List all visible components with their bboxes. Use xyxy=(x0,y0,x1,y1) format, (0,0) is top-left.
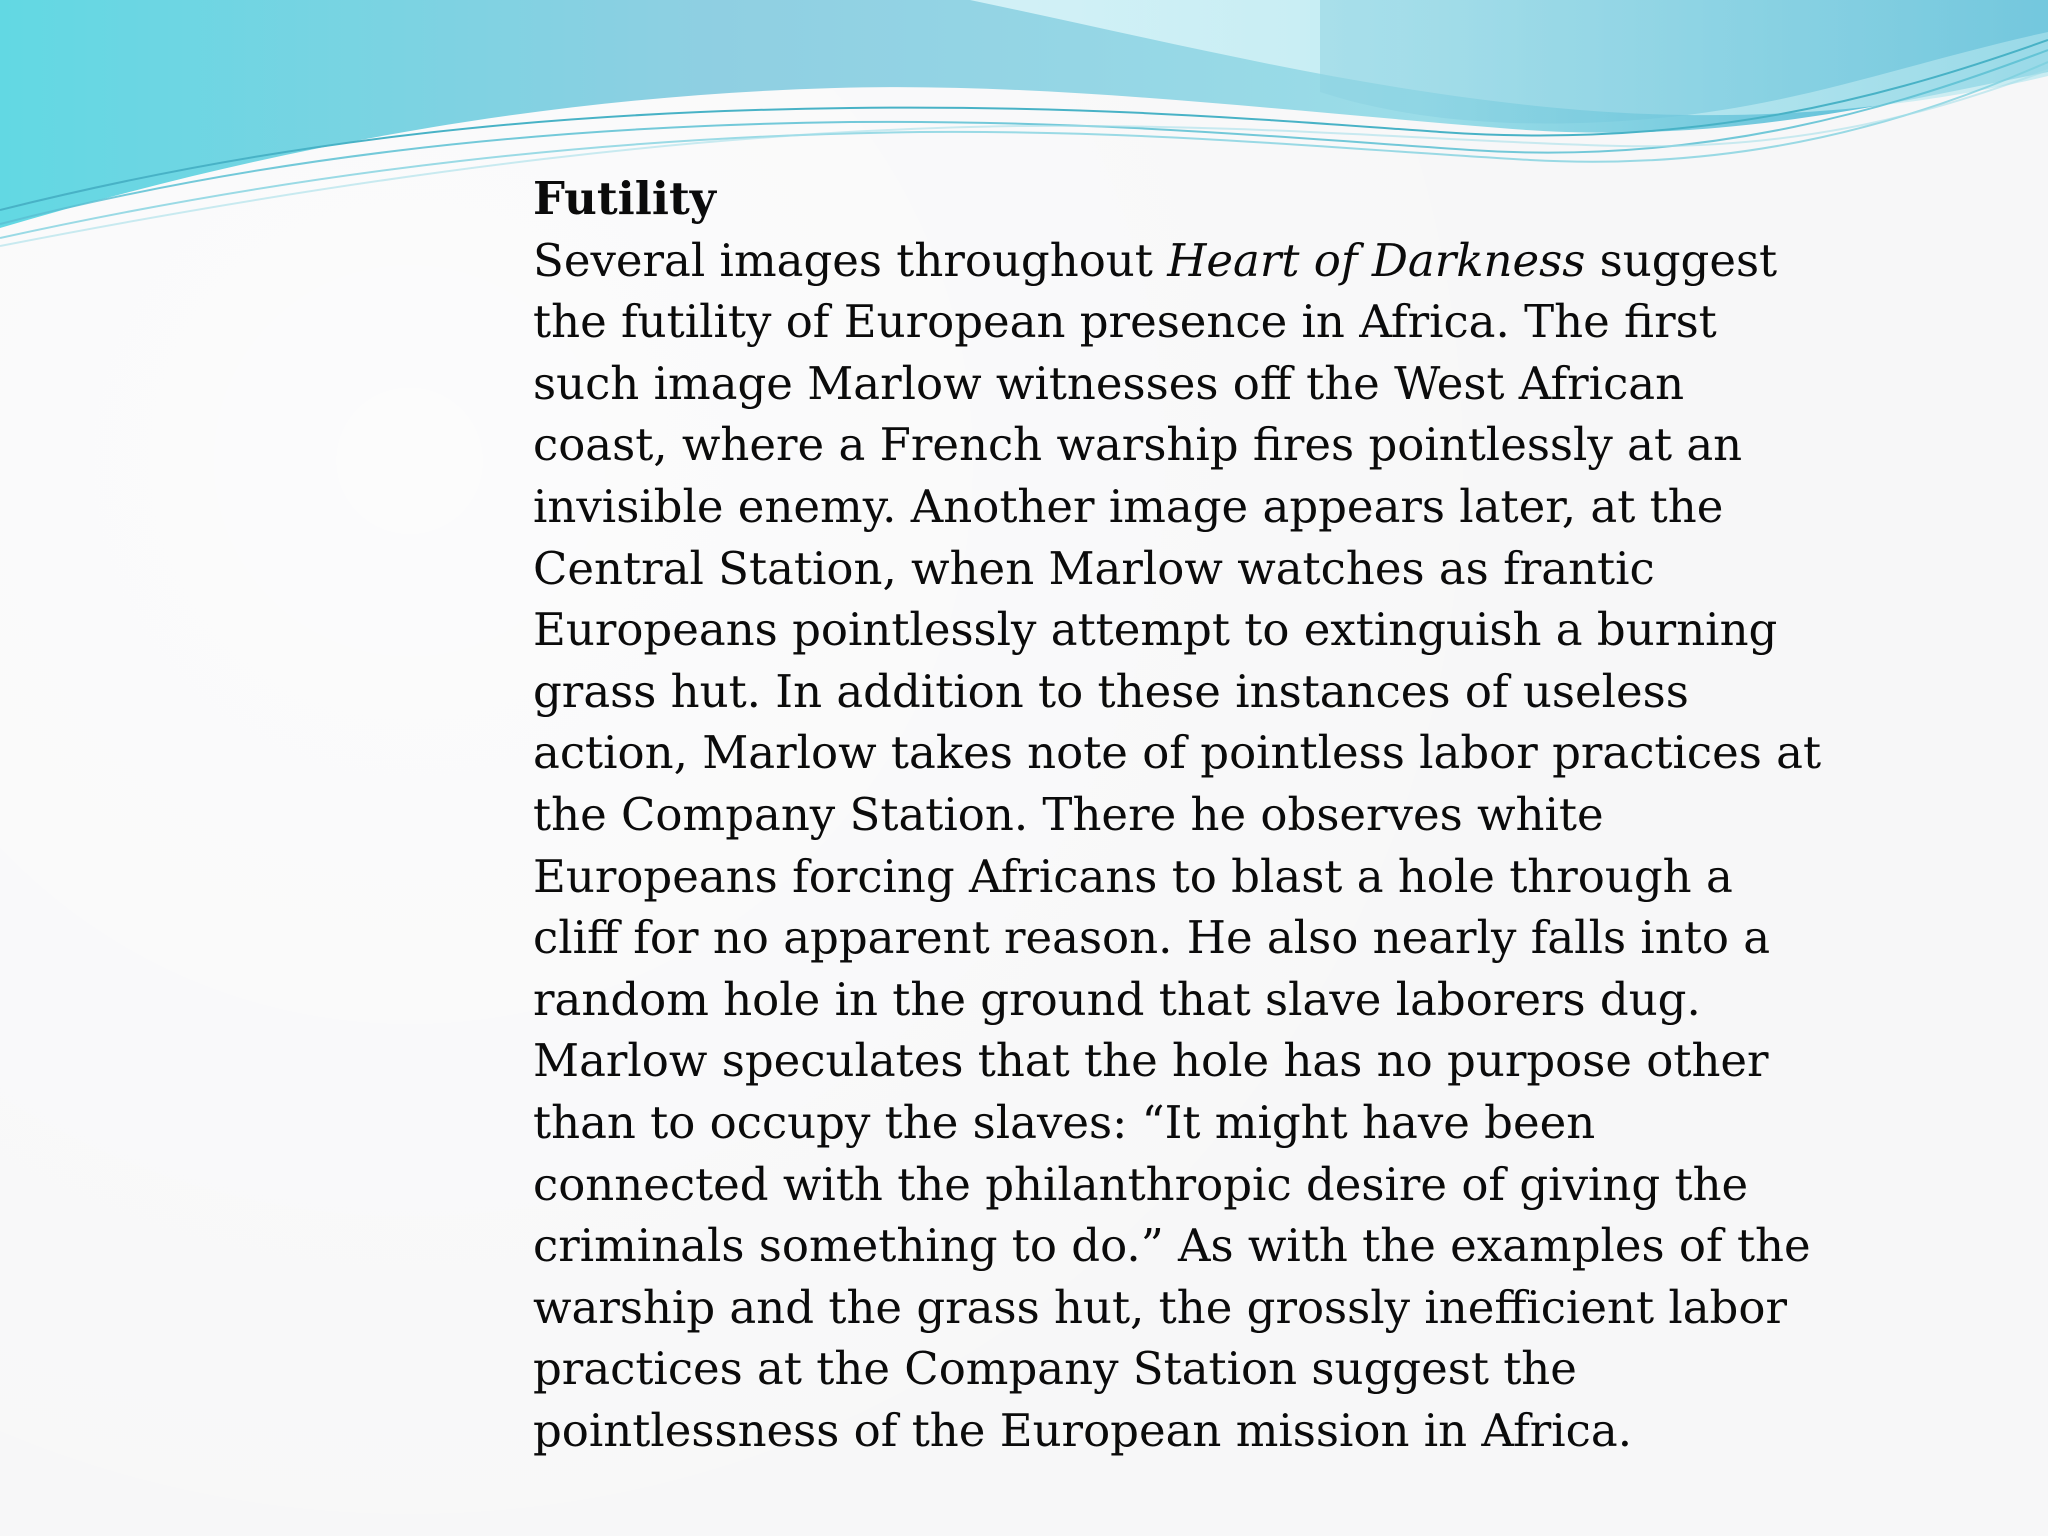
body-line-6: Central Station, when Marlow watches as frantic xyxy=(533,541,1655,595)
body-line-13: random hole in the ground that slave laborers dug. xyxy=(533,972,1701,1026)
body-line-15: than to occupy the slaves: “It might have been xyxy=(533,1095,1596,1149)
body-line-20: pointlessness of the European mission in Africa. xyxy=(533,1403,1633,1457)
body-line-2: the futility of European presence in Africa. The first xyxy=(533,295,1717,349)
body-line-1-part-1: Several images throughout xyxy=(533,233,1168,287)
body-line-4: coast, where a French warship fires pointlessly at an xyxy=(533,418,1743,472)
body-line-19: practices at the Company Station suggest the xyxy=(533,1342,1577,1396)
body-line-1 xyxy=(533,230,1778,292)
body-line-8: grass hut. In addition to these instances of useless xyxy=(533,664,1689,718)
body-line-7: Europeans pointlessly attempt to extinguish a burning xyxy=(533,603,1778,657)
body-line-17: criminals something to do.” As with the examples of the xyxy=(533,1219,1811,1273)
body-line-14: Marlow speculates that the hole has no purpose other xyxy=(533,1034,1769,1088)
slide-title: Futility xyxy=(533,172,716,225)
body-line-18: warship and the grass hut, the grossly inefficient labor xyxy=(533,1280,1787,1334)
slide-body xyxy=(533,230,1822,1462)
slide-text-box xyxy=(533,168,1822,1461)
body-line-9: action, Marlow takes note of pointless labor practices at xyxy=(533,726,1822,780)
body-line-11: Europeans forcing Africans to blast a hole through a xyxy=(533,849,1733,903)
body-line-3: such image Marlow witnesses off the West African xyxy=(533,356,1685,410)
body-line-12: cliff for no apparent reason. He also nearly falls into a xyxy=(533,911,1771,965)
book-title: Heart of Darkness xyxy=(1167,233,1586,287)
body-line-5: invisible enemy. Another image appears later, at the xyxy=(533,479,1724,533)
body-line-10: the Company Station. There he observes white xyxy=(533,787,1604,841)
body-line-1-part-3: suggest xyxy=(1585,233,1778,287)
body-line-16: connected with the philanthropic desire of giving the xyxy=(533,1157,1749,1211)
